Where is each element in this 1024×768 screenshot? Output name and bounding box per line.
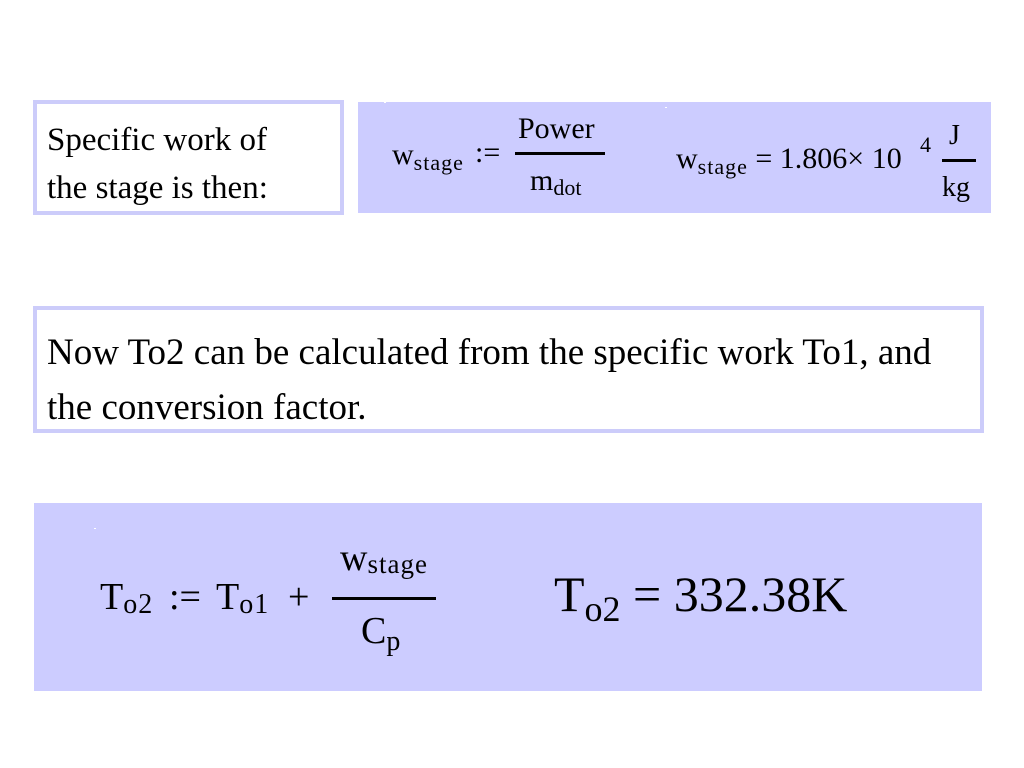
temp-lhs-symbol: T <box>100 576 124 618</box>
work-numerator: Power <box>518 112 595 145</box>
temp-result-subscript: o2 <box>584 589 621 629</box>
work-lhs-subscript: stage <box>413 150 464 175</box>
explanation-text: Now To2 can be calculated from the specific work To1, and the conversion factor. <box>47 332 932 428</box>
explanation-text-box <box>33 306 984 433</box>
temp-numerator <box>340 536 428 580</box>
temp-numerator-symbol: w <box>340 537 368 579</box>
temp-result <box>554 565 848 629</box>
work-assign-operator: := <box>475 136 501 169</box>
specific-work-formula-panel <box>358 102 991 213</box>
temp-assign-operator: := <box>169 576 201 618</box>
work-result-value: = 1.806× 10 <box>755 142 902 175</box>
work-result-exponent: 4 <box>920 132 931 157</box>
temp-t1 <box>216 575 269 619</box>
panel-speck <box>384 102 386 103</box>
temp-lhs-subscript: o2 <box>123 589 154 620</box>
work-fraction-bar <box>515 152 605 155</box>
work-unit-denominator: kg <box>942 172 970 203</box>
intro-text-box <box>33 100 344 215</box>
temp-denominator-symbol: C <box>361 610 387 652</box>
temp-fraction-bar <box>332 597 436 600</box>
temp-result-symbol: T <box>554 566 585 622</box>
work-result <box>676 142 902 179</box>
temp-denominator-subscript: p <box>386 626 401 657</box>
work-denominator <box>530 164 581 198</box>
work-denominator-subscript: dot <box>553 175 582 200</box>
intro-text: Specific work of the stage is then: <box>47 122 268 206</box>
work-unit-fraction-bar <box>942 159 976 162</box>
panel-speck <box>94 528 96 529</box>
temp-t1-subscript: o1 <box>239 589 270 620</box>
work-result-subscript: stage <box>697 154 748 179</box>
work-lhs <box>392 138 464 175</box>
work-lhs-symbol: w <box>392 138 414 171</box>
work-unit-numerator: J <box>949 120 960 151</box>
temperature-formula-panel <box>34 503 982 691</box>
work-denominator-symbol: m <box>530 164 554 197</box>
temp-result-value: = 332.38K <box>633 566 848 622</box>
temp-plus-operator: + <box>288 576 310 618</box>
temp-denominator <box>361 609 401 657</box>
temp-lhs <box>100 575 153 619</box>
temp-numerator-subscript: stage <box>367 549 428 579</box>
temp-t1-symbol: T <box>216 576 240 618</box>
panel-speck <box>665 107 667 108</box>
work-result-symbol: w <box>676 142 698 175</box>
